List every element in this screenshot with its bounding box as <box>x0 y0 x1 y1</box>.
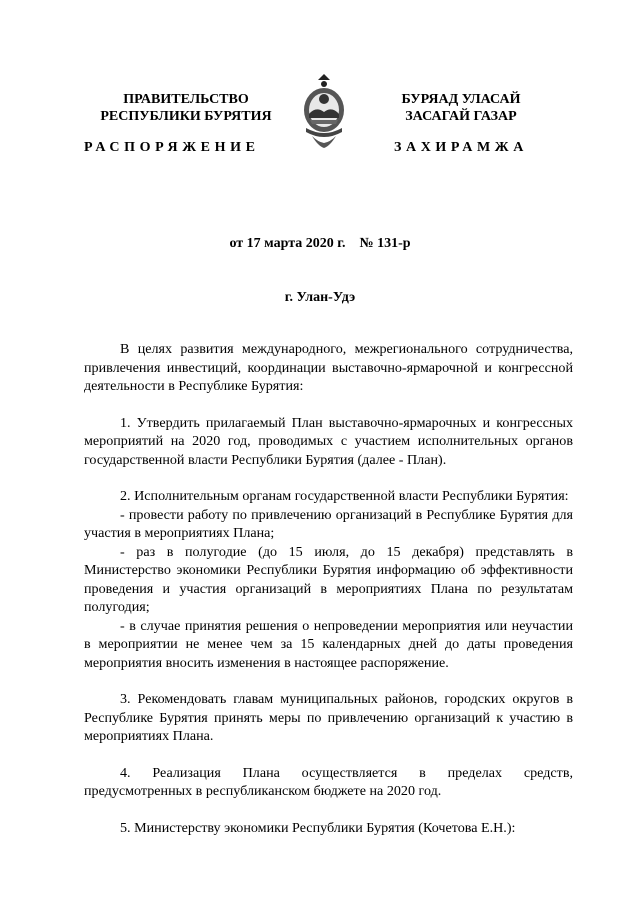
date-number-line <box>0 236 640 252</box>
act-type-russian: РАСПОРЯЖЕНИЕ <box>84 140 260 155</box>
document-number: № 131-р <box>359 236 411 251</box>
item-2-subitem: - в случае принятия решения о непроведении мероприятия или неучастии в мероприятии не менее чем за 15 календарных дней до даты проведения мероприятия вносить изменения в настоящее распоряжение. <box>84 617 573 671</box>
item-2-subitem: - провести работу по привлечению организаций в Республике Бурятия для участия в мероприятиях Плана; <box>84 506 573 541</box>
issuer-line: БУРЯАД УЛАСАЙ <box>401 92 521 107</box>
document-date: от 17 марта 2020 г. <box>229 236 346 251</box>
issuer-buryat <box>351 91 571 125</box>
item-2-subitem: - раз в полугодие (до 15 июля, до 15 декабря) представлять в Министерство экономики Республики Бурятия информацию об эффективности проведения и участия организаций в мероприятиях Плана по результатам полугодия; <box>84 543 573 615</box>
issuer-line: ЗАСАГАЙ ГАЗАР <box>405 109 517 124</box>
act-type-buryat: ЗАХИРАМЖА <box>394 140 528 155</box>
item-4-paragraph: 4. Реализация Плана осуществляется в пределах средств, предусмотренных в республиканском бюджете на 2020 год. <box>84 764 573 799</box>
preamble-paragraph: В целях развития международного, межрегионального сотрудничества, привлечения инвестиций, координации выставочно-ярмарочной и конгрессной деятельности в Республике Бурятия: <box>84 341 573 394</box>
item-3-paragraph: 3. Рекомендовать главам муниципальных районов, городских округов в Республике Бурятия принять меры по привлечению организаций к участию в мероприятиях Плана. <box>84 691 573 744</box>
document-city: г. Улан-Удэ <box>284 290 356 305</box>
issuer-russian <box>76 91 296 125</box>
issuer-line: РЕСПУБЛИКИ БУРЯТИЯ <box>100 109 272 124</box>
item-2-paragraph: 2. Исполнительным органам государственной власти Республики Бурятия: <box>120 488 569 504</box>
issuer-line: ПРАВИТЕЛЬСТВО <box>123 92 249 107</box>
item-5-paragraph: 5. Министерству экономики Республики Бурятия (Кочетова Е.Н.): <box>120 819 516 836</box>
coat-of-arms-icon <box>298 72 350 152</box>
document-body <box>84 340 573 837</box>
item-1-paragraph: 1. Утвердить прилагаемый План выставочно-ярмарочных и конгрессных мероприятий на 2020 год, проводимых с участием исполнительных органов государственной власти Республики Бурятия (далее - План). <box>84 414 573 468</box>
